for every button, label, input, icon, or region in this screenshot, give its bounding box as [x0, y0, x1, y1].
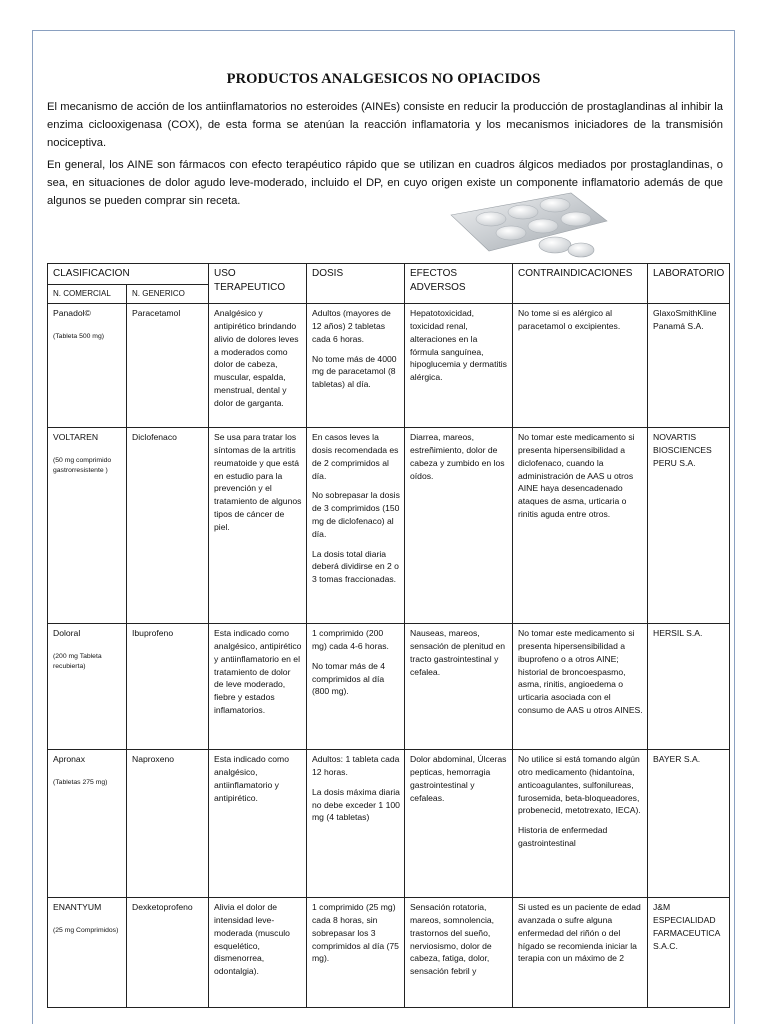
cell-efectos: Dolor abdominal, Úlceras pepticas, hemorragia gastrointestinal y cefaleas. [405, 750, 513, 898]
cell-generico: Ibuprofeno [127, 624, 209, 750]
presentation: (25 mg Comprimidos) [53, 927, 119, 935]
contra-line: No utilice si está tomando algún otro medicamento (hidantoína, anticoagulantes, sulfonilureas, furosemida, beta-bloqueadores, probenecid, metotrexato, IECA). [518, 754, 641, 816]
presentation: (50 mg comprimido gastrorresistente ) [53, 457, 112, 475]
cell-generico: Naproxeno [127, 750, 209, 898]
cell-contra [513, 624, 648, 750]
dosis-line: La dosis máxima diaria no debe exceder 1 100 mg (4 tabletas) [312, 786, 400, 823]
brand-name: Apronax [53, 754, 86, 765]
dosis-line: Adultos: 1 tableta cada 12 horas. [312, 754, 400, 778]
dosis-line: Adultos (mayores de 12 años) 2 tabletas cada 6 horas. [312, 308, 391, 344]
document-page [32, 30, 735, 1024]
brand-name: Doloral [53, 628, 81, 639]
cell-laboratorio: BAYER S.A. [648, 750, 730, 898]
cell-uso: Se usa para tratar los síntomas de la artritis reumatoide y que está en estudio para la prevención y el tratamiento de algunos tipos de cáncer de piel. [209, 428, 307, 624]
cell-comercial [48, 898, 127, 1008]
header-nombre-comercial: N. COMERCIAL [48, 284, 127, 304]
cell-laboratorio: GlaxoSmithKline Panamá S.A. [648, 304, 730, 428]
intro-paragraph-2: En general, los AINE son fármacos con efecto terapéutico rápido que se utilizan en cuadros álgicos mediados por prostaglandinas, o sea, en situaciones de dolor agudo leve-moderado, incluido el DP, en cuyo origen existe un componente inflamatorio además de que algunos se pueden comprar sin receta. [47, 159, 723, 207]
dosis-line: No sobrepasar la dosis de 3 comprimidos (150 mg de diclofenaco) al día. [312, 490, 400, 539]
dosis-line: La dosis total diaria deberá dividirse en 2 o 3 tomas fraccionadas. [312, 548, 399, 585]
header-laboratorio: LABORATORIO [648, 264, 730, 304]
cell-uso: Esta indicado como analgésico, antiinflamatorio y antipirético. [209, 750, 307, 898]
contra-line: No tome si es alérgico al paracetamol o excipientes. [518, 308, 621, 332]
dosis-line: 1 comprimido (200 mg) cada 4-6 horas. [312, 628, 389, 652]
cell-efectos: Sensación rotatoria, mareos, somnolencia, trastornos del sueño, nerviosismo, dolor de cabeza, fatiga, dolor, sensación febril y [405, 898, 513, 1008]
header-clasificacion: CLASIFICACION [48, 264, 209, 285]
cell-laboratorio: HERSIL S.A. [648, 624, 730, 750]
cell-laboratorio: J&M ESPECIALIDAD FARMACEUTICA S.A.C. [648, 898, 730, 1008]
header-nombre-generico: N. GENERICO [127, 284, 209, 304]
cell-generico: Paracetamol [127, 304, 209, 428]
cell-laboratorio: NOVARTIS BIOSCIENCES PERU S.A. [648, 428, 730, 624]
table-row [48, 428, 730, 624]
dosis-line: 1 comprimido (25 mg) cada 8 horas, sin sobrepasar los 3 comprimidos al día (75 mg). [312, 902, 399, 964]
contra-line: Si usted es un paciente de edad avanzada o sufre alguna enfermedad del riñón o del hígado se recomienda iniciar la terapia con un máximo de 2 [518, 902, 641, 964]
pill-blister-image [431, 187, 611, 265]
header-uso-terapeutico: USO TERAPEUTICO [209, 264, 307, 304]
cell-uso: Analgésico y antipirético brindando alivio de dolores leves a moderados como dolor de cabeza, muscular, espalda, menstrual, dental y dolor de garganta. [209, 304, 307, 428]
table-row [48, 304, 730, 428]
cell-contra [513, 304, 648, 428]
cell-generico: Diclofenaco [127, 428, 209, 624]
presentation: (Tabletas 275 mg) [53, 779, 108, 787]
cell-comercial [48, 428, 127, 624]
dosis-line: En casos leves la dosis recomendada es de 2 comprimidos al día. [312, 432, 399, 481]
cell-generico: Dexketoprofeno [127, 898, 209, 1008]
contra-line: No tomar este medicamento si presenta hipersensibilidad a diclofenaco, cuando la administración de AAS u otros AINE haya desencadenado ataques de asma, urticaria o rinitis aguda entre otros. [518, 432, 635, 520]
header-dosis: DOSIS [307, 264, 405, 304]
cell-dosis [307, 304, 405, 428]
document-title: PRODUCTOS ANALGESICOS NO OPIACIDOS [226, 71, 541, 87]
cell-dosis [307, 624, 405, 750]
cell-dosis [307, 428, 405, 624]
presentation: (200 mg Tableta recubierta) [53, 653, 102, 671]
contra-line: No tomar este medicamento si presenta hipersensibilidad a ibuprofeno o a otros AINE; historial de broncoespasmo, asma, rinitis, angioedema o urticaria asociada con el consumo de AAS u otros AINES. [518, 628, 643, 716]
cell-dosis [307, 898, 405, 1008]
cell-contra [513, 898, 648, 1008]
cell-contra [513, 750, 648, 898]
cell-efectos: Nauseas, mareos, sensación de plenitud en tracto gastrointestinal y cefalea. [405, 624, 513, 750]
table-row [48, 898, 730, 1008]
cell-contra [513, 428, 648, 624]
contra-line: Historia de enfermedad gastrointestinal [518, 825, 608, 849]
table-row [48, 624, 730, 750]
dosis-line: No tome más de 4000 mg de paracetamol (8 tabletas) al día. [312, 353, 397, 390]
cell-efectos: Hepatotoxicidad, toxicidad renal, alteraciones en la fórmula sanguínea, hipoglucemia y dermatitis alérgica. [405, 304, 513, 428]
header-efectos-adversos: EFECTOS ADVERSOS [405, 264, 513, 304]
cell-comercial [48, 624, 127, 750]
brand-name: VOLTAREN [53, 432, 99, 443]
cell-dosis [307, 750, 405, 898]
presentation: (Tableta 500 mg) [53, 333, 105, 341]
cell-comercial [48, 750, 127, 898]
cell-comercial [48, 304, 127, 428]
brand-name: ENANTYUM [53, 902, 102, 913]
header-contraindicaciones: CONTRAINDICACIONES [513, 264, 648, 304]
intro-paragraph-1: El mecanismo de acción de los antiinflamatorios no esteroides (AINEs) consiste en reducir la producción de prostaglandinas al inhibir la enzima ciclooxigenasa (COX), de esta forma se atenúan la reacción inflamatoria y los mecanismos iniciadores de la transmisión nociceptiva. [47, 101, 723, 149]
dosis-line: No tomar más de 4 comprimidos al día (800 mg). [312, 660, 386, 697]
drug-table [47, 263, 730, 1008]
cell-uso: Esta indicado como analgésico, antipirético y antiinflamatorio en el tratamiento de dolor de leve moderado, fiebre y estados inflamatorios. [209, 624, 307, 750]
cell-efectos: Diarrea, mareos, estreñimiento, dolor de cabeza y zumbido en los oídos. [405, 428, 513, 624]
table-row [48, 750, 730, 898]
cell-uso: Alivia el dolor de intensidad leve-moderada (musculo esquelético, dismenorrea, odontalgia). [209, 898, 307, 1008]
brand-name: Panadol© [53, 308, 91, 319]
